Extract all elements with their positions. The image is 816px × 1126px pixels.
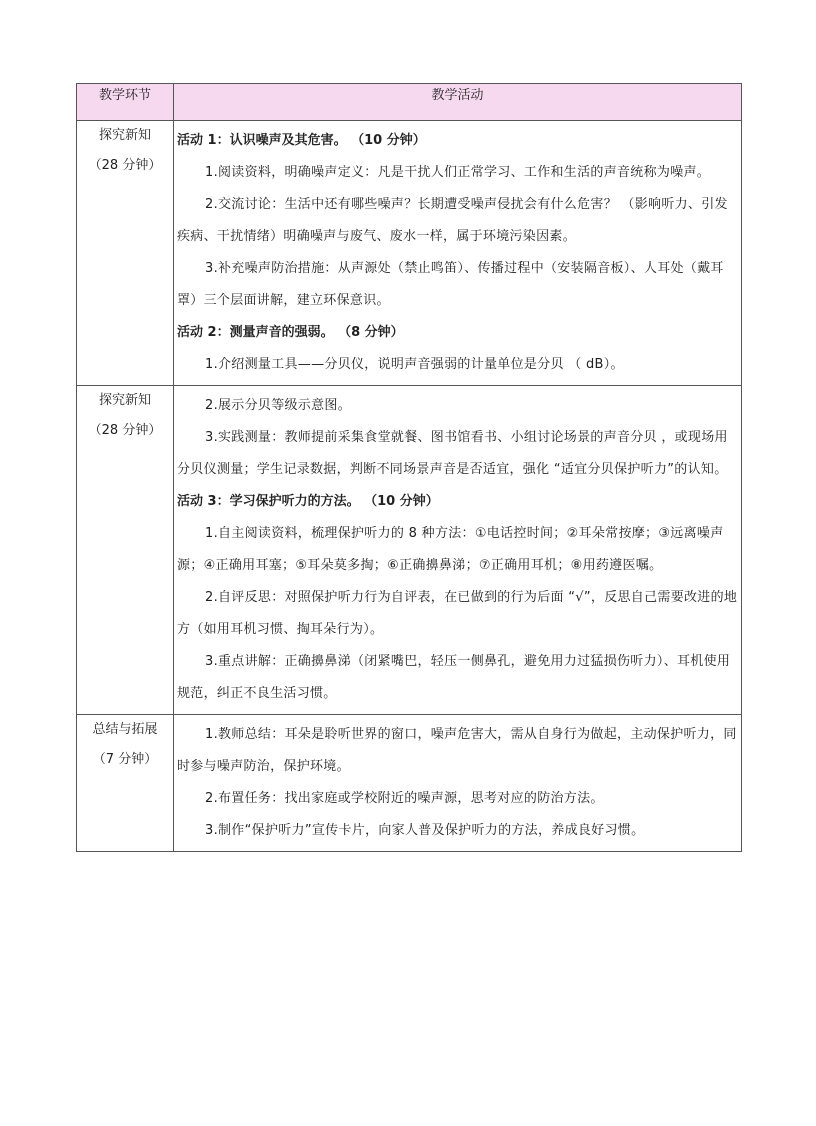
activity-step: 3.制作“保护听力”宣传卡片，向家人普及保护听力的方法，养成良好习惯。 [205,823,645,838]
stage-name: 探究新知 [98,393,151,408]
table-row [77,715,742,852]
activity-step: 1.介绍测量工具——分贝仪，说明声音强弱的计量单位是分贝 （ dB）。 [205,357,624,372]
activity-step: 3.重点讲解：正确擤鼻涕（闭紧嘴巴，轻压一侧鼻孔，避免用力过猛损伤听力）、耳机使用规范，纠正不良生活习惯。 [177,654,731,701]
stage-name: 总结与拓展 [92,722,158,737]
stage-cell [77,386,174,715]
stage-name: 探究新知 [98,128,151,143]
stage-duration: （28 分钟） [88,158,162,173]
activity-step: 3.补充噪声防治措施：从声源处（禁止鸣笛）、传播过程中（安装隔音板）、人耳处（戴耳罩）三个层面讲解，建立环保意识。 [177,261,724,308]
activities-cell [174,715,742,852]
stage-cell [77,715,174,852]
activity-step: 2.展示分贝等级示意图。 [205,398,352,413]
table-row [77,386,742,715]
header-activities: 教学活动 [174,84,742,121]
stage-cell [77,121,174,386]
activities-cell [174,121,742,386]
activity-heading: 活动 2：测量声音的强弱。 （8 分钟） [177,325,404,340]
activity-step: 3.实践测量：教师提前采集食堂就餐、图书馆看书、小组讨论场景的声音分贝 ，或现场用分贝仪测量；学生记录数据，判断不同场景声音是否适宜，强化 “适宜分贝保护听力”的认知。 [177,430,728,477]
lesson-plan-table [76,83,742,852]
header-row [77,84,742,121]
activity-heading: 活动 1：认识噪声及其危害。 （10 分钟） [177,133,426,148]
header-stage: 教学环节 [77,84,174,121]
table-row [77,121,742,386]
activity-step: 2.布置任务：找出家庭或学校附近的噪声源，思考对应的防治方法。 [205,791,604,806]
activity-step: 1.自主阅读资料，梳理保护听力的 8 种方法：①电话控时间；②耳朵常按摩；③远离噪声源；④正确用耳塞；⑤耳朵莫多掏；⑥正确擤鼻涕；⑦正确用耳机；⑧用药遵医嘱。 [177,526,724,573]
activity-heading: 活动 3：学习保护听力的方法。 （10 分钟） [177,494,439,509]
stage-duration: （7 分钟） [92,752,158,767]
activity-step: 1.教师总结：耳朵是聆听世界的窗口，噪声危害大，需从自身行为做起，主动保护听力，同时参与噪声防治，保护环境。 [177,727,737,774]
stage-duration: （28 分钟） [88,423,162,438]
activity-step: 1.阅读资料，明确噪声定义：凡是干扰人们正常学习、工作和生活的声音统称为噪声。 [205,165,711,180]
activity-step: 2.自评反思：对照保护听力行为自评表，在已做到的行为后面 “√”，反思自己需要改进的地方（如用耳机习惯、掏耳朵行为）。 [177,590,738,637]
activity-step: 2.交流讨论：生活中还有哪些噪声？长期遭受噪声侵扰会有什么危害？ （影响听力、引发疾病、干扰情绪）明确噪声与废气、废水一样，属于环境污染因素。 [177,197,728,244]
activities-cell [174,386,742,715]
